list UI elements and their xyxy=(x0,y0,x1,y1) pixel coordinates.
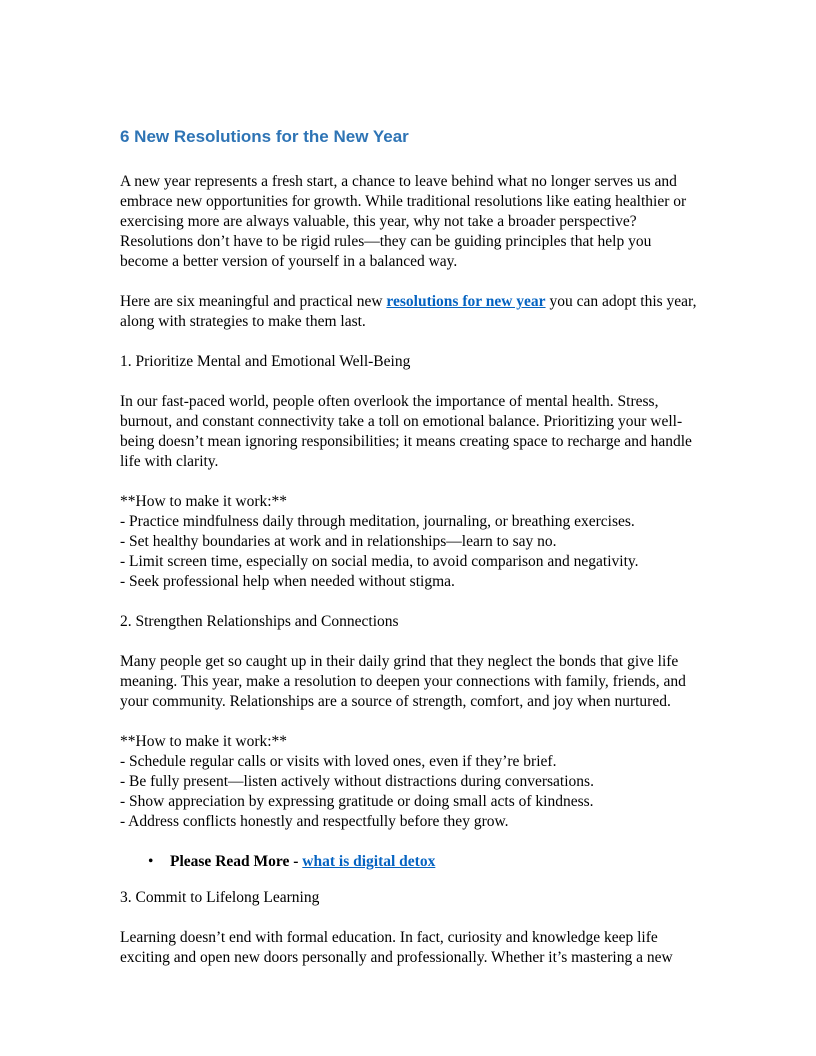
section-1-heading: 1. Prioritize Mental and Emotional Well-Being xyxy=(120,353,411,370)
section-2-heading: 2. Strengthen Relationships and Connections xyxy=(120,613,399,630)
resolutions-for-new-year-link[interactable]: resolutions for new year xyxy=(386,293,546,310)
section-2-item: - Schedule regular calls or visits with loved ones, even if they’re brief. xyxy=(120,753,557,770)
overview-text-before: Here are six meaningful and practical new xyxy=(120,293,387,310)
section-2-item: - Be fully present—listen actively without distractions during conversations. xyxy=(120,773,594,790)
bullet-icon: • xyxy=(148,853,154,870)
section-1-item: - Seek professional help when needed without stigma. xyxy=(120,573,455,590)
read-more-label: Please Read More - xyxy=(170,853,303,870)
section-2-item: - Show appreciation by expressing gratitude or doing small acts of kindness. xyxy=(120,793,594,810)
section-1-how-block xyxy=(120,492,697,592)
section-3-body: Learning doesn’t end with formal education. In fact, curiosity and knowledge keep life exciting and open new doors personally and professionally. Whether it’s mastering a new xyxy=(120,929,673,966)
section-3-heading: 3. Commit to Lifelong Learning xyxy=(120,889,320,906)
section-2-how-label: **How to make it work:** xyxy=(120,733,288,750)
read-more-bullet-item xyxy=(120,852,697,872)
section-1-item: - Set healthy boundaries at work and in relationships—learn to say no. xyxy=(120,533,557,550)
section-2-how-block xyxy=(120,732,697,832)
paragraph-intro: A new year represents a fresh start, a chance to leave behind what no longer serves us and embrace new opportunities for growth. While traditional resolutions like eating healthier or exercising more are always valuable, this year, why not take a broader perspective? Resolutions don’t have to be rigid rules—they can be guiding principles that help you become a better version of yourself in a balanced way. xyxy=(120,173,687,270)
section-1-body: In our fast-paced world, people often overlook the importance of mental health. Stress, burnout, and constant connectivity take a toll on emotional balance. Prioritizing your well-being doesn’t mean ignoring responsibilities; it means creating space to recharge and handle life with clarity. xyxy=(120,393,692,470)
section-2-body: Many people get so caught up in their daily grind that they neglect the bonds that give life meaning. This year, make a resolution to deepen your connections with family, friends, and your community. Relationships are a source of strength, comfort, and joy when nurtured. xyxy=(120,653,686,710)
section-1-item: - Limit screen time, especially on social media, to avoid comparison and negativity. xyxy=(120,553,639,570)
overview-text-after: you can adopt this year, along with strategies to make them last. xyxy=(120,293,697,330)
section-1-item: - Practice mindfulness daily through meditation, journaling, or breathing exercises. xyxy=(120,513,635,530)
section-2-item: - Address conflicts honestly and respectfully before they grow. xyxy=(120,813,509,830)
document-title: 6 New Resolutions for the New Year xyxy=(120,127,409,146)
paragraph-overview xyxy=(120,292,697,332)
digital-detox-link[interactable]: what is digital detox xyxy=(302,853,436,870)
section-1-how-label: **How to make it work:** xyxy=(120,493,288,510)
